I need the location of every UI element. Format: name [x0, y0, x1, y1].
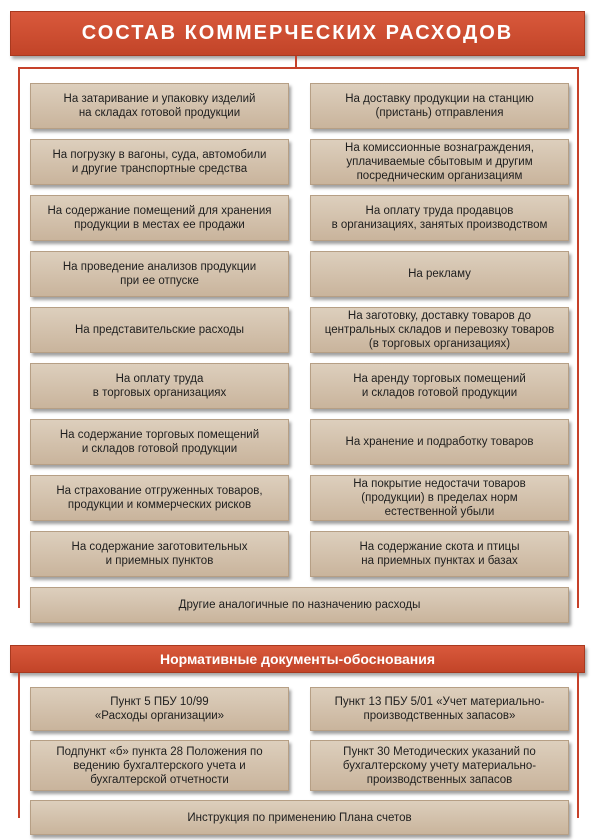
connector-left-spine	[18, 67, 20, 608]
expense-item-right-5: На заготовку, доставку товаров до центральных складов и перевозку товаров (в торговых организациях)	[310, 307, 569, 353]
expense-item-right-2: На комиссионные вознаграждения, уплачиваемые сбытовым и другим посредническим организациям	[310, 139, 569, 185]
expense-item-other: Другие аналогичные по назначению расходы	[30, 587, 569, 623]
document-item-guidelines-30: Пункт 30 Методических указаний по бухгалтерскому учету материально- производственных запасов	[310, 740, 569, 791]
expense-item-right-6: На аренду торговых помещений и складов готовой продукции	[310, 363, 569, 409]
expense-item-right-8: На покрытие недостачи товаров (продукции) в пределах норм естественной убыли	[310, 475, 569, 521]
expense-item-left-4: На проведение анализов продукции при ее отпуске	[30, 251, 289, 297]
expense-item-left-9: На содержание заготовительных и приемных пунктов	[30, 531, 289, 577]
expense-item-left-7: На содержание торговых помещений и складов готовой продукции	[30, 419, 289, 465]
connector-top	[18, 67, 579, 69]
documents-right-spine	[577, 673, 579, 818]
document-item-pbu-10-99: Пункт 5 ПБУ 10/99 «Расходы организации»	[30, 687, 289, 731]
expense-item-left-2: На погрузку в вагоны, суда, автомобили и другие транспортные средства	[30, 139, 289, 185]
expenses-title: СОСТАВ КОММЕРЧЕСКИХ РАСХОДОВ	[10, 11, 585, 56]
expense-item-left-1: На затаривание и упаковку изделий на складах готовой продукции	[30, 83, 289, 129]
expense-item-left-6: На оплату труда в торговых организациях	[30, 363, 289, 409]
expense-item-left-5: На представительские расходы	[30, 307, 289, 353]
expense-item-right-4: На рекламу	[310, 251, 569, 297]
expense-item-left-3: На содержание помещений для хранения продукции в местах ее продажи	[30, 195, 289, 241]
expense-item-left-8: На страхование отгруженных товаров, продукции и коммерческих рисков	[30, 475, 289, 521]
expense-item-right-9: На содержание скота и птицы на приемных пунктах и базах	[310, 531, 569, 577]
connector-header-stub	[295, 56, 297, 68]
document-item-regulation-28: Подпункт «б» пункта 28 Положения по ведению бухгалтерского учета и бухгалтерской отчетности	[30, 740, 289, 791]
connector-right-spine	[577, 67, 579, 608]
documents-left-spine	[18, 673, 20, 818]
document-item-chart-of-accounts: Инструкция по применению Плана счетов	[30, 800, 569, 835]
expense-item-right-1: На доставку продукции на станцию (пристань) отправления	[310, 83, 569, 129]
expense-item-right-7: На хранение и подработку товаров	[310, 419, 569, 465]
document-item-pbu-5-01: Пункт 13 ПБУ 5/01 «Учет материально- производственных запасов»	[310, 687, 569, 731]
expense-item-right-3: На оплату труда продавцов в организациях, занятых производством	[310, 195, 569, 241]
documents-title: Нормативные документы-обоснования	[10, 645, 585, 673]
